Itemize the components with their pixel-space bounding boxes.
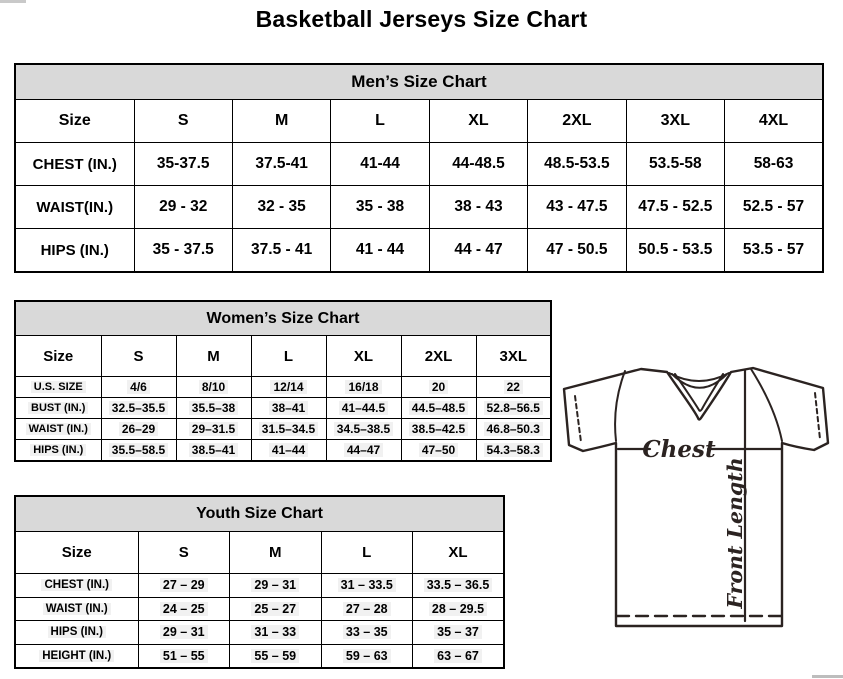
womens-column-header-text: 2XL bbox=[424, 347, 453, 365]
youth-size-cell bbox=[413, 621, 505, 645]
youth-size-cell bbox=[230, 621, 322, 645]
youth-size-cell-text: 25 – 27 bbox=[251, 602, 299, 616]
mens-row-label-text: WAIST(IN.) bbox=[36, 198, 114, 216]
youth-size-cell-text: 24 – 25 bbox=[160, 602, 208, 616]
womens-table-title bbox=[15, 301, 551, 336]
womens-size-cell-text: 38.5–42.5 bbox=[409, 422, 468, 436]
youth-column-header bbox=[15, 532, 138, 574]
womens-size-cell bbox=[401, 398, 476, 419]
womens-size-cell bbox=[476, 419, 551, 440]
mens-size-cell-text: 52.5 - 57 bbox=[742, 198, 805, 215]
youth-column-header bbox=[138, 532, 230, 574]
womens-size-cell-text: 44.5–48.5 bbox=[409, 401, 468, 415]
mens-size-cell-text: 41 - 44 bbox=[355, 241, 405, 258]
mens-size-cell-text: 58-63 bbox=[753, 155, 794, 172]
womens-row-label bbox=[15, 440, 101, 462]
mens-size-cell bbox=[429, 186, 527, 229]
mens-column-header-text: 4XL bbox=[758, 112, 789, 129]
mens-size-cell bbox=[331, 186, 429, 229]
womens-size-cell bbox=[476, 440, 551, 462]
womens-column-header bbox=[176, 336, 251, 377]
mens-table-title-row bbox=[15, 64, 823, 100]
youth-size-cell-text: 29 – 31 bbox=[251, 578, 299, 592]
womens-row-label-text: HIPS (IN.) bbox=[30, 444, 86, 456]
mens-size-cell bbox=[528, 186, 626, 229]
womens-size-cell-text: 8/10 bbox=[199, 380, 228, 394]
mens-row-label bbox=[15, 229, 134, 273]
womens-size-cell bbox=[101, 398, 176, 419]
youth-size-table bbox=[14, 495, 505, 669]
mens-size-cell-text: 32 - 35 bbox=[257, 198, 306, 215]
womens-column-header-row bbox=[15, 336, 551, 377]
womens-table-row bbox=[15, 440, 551, 462]
womens-table-title-row bbox=[15, 301, 551, 336]
youth-row-label bbox=[15, 574, 138, 598]
youth-size-cell bbox=[321, 644, 413, 668]
youth-size-cell bbox=[138, 597, 230, 621]
mens-size-cell bbox=[331, 229, 429, 273]
youth-size-cell-text: 27 – 29 bbox=[160, 578, 208, 592]
mens-size-cell-text: 50.5 - 53.5 bbox=[638, 241, 713, 258]
jersey-measurement-diagram bbox=[555, 355, 843, 647]
womens-column-header-text: L bbox=[283, 347, 294, 365]
womens-size-cell-text: 16/18 bbox=[345, 380, 381, 394]
womens-column-header-text: XL bbox=[353, 347, 374, 365]
youth-size-cell bbox=[413, 597, 505, 621]
womens-size-cell-text: 34.5–38.5 bbox=[334, 422, 393, 436]
mens-size-cell-text: 35 - 38 bbox=[355, 198, 405, 215]
mens-size-cell-text: 53.5 - 57 bbox=[742, 241, 805, 258]
mens-column-header bbox=[331, 100, 429, 143]
mens-size-cell bbox=[725, 229, 823, 273]
mens-size-cell-text: 35 - 37.5 bbox=[152, 241, 214, 258]
youth-size-cell bbox=[230, 574, 322, 598]
womens-size-cell bbox=[251, 377, 326, 398]
youth-size-cell bbox=[138, 621, 230, 645]
page-title: Basketball Jerseys Size Chart bbox=[255, 6, 588, 32]
mens-size-cell bbox=[134, 143, 232, 186]
mens-column-header bbox=[725, 100, 823, 143]
youth-size-cell bbox=[230, 597, 322, 621]
womens-size-cell bbox=[251, 440, 326, 462]
youth-size-cell bbox=[321, 597, 413, 621]
mens-size-cell-text: 38 - 43 bbox=[454, 198, 503, 215]
mens-size-cell bbox=[626, 186, 724, 229]
womens-size-cell-text: 41–44 bbox=[269, 443, 308, 457]
womens-size-cell-text: 35.5–58.5 bbox=[109, 443, 168, 457]
youth-row-label bbox=[15, 644, 138, 668]
youth-size-cell bbox=[321, 574, 413, 598]
womens-row-label bbox=[15, 377, 101, 398]
womens-size-cell-text: 35.5–38 bbox=[189, 401, 238, 415]
womens-size-cell bbox=[401, 419, 476, 440]
mens-size-cell bbox=[528, 229, 626, 273]
womens-size-cell bbox=[251, 419, 326, 440]
womens-column-header bbox=[476, 336, 551, 377]
mens-size-cell-text: 44 - 47 bbox=[454, 241, 503, 258]
womens-size-cell bbox=[401, 440, 476, 462]
youth-size-cell bbox=[138, 644, 230, 668]
womens-row-label-text: U.S. SIZE bbox=[31, 381, 86, 393]
womens-size-cell bbox=[326, 419, 401, 440]
womens-size-cell bbox=[401, 377, 476, 398]
womens-column-header bbox=[401, 336, 476, 377]
youth-size-cell-text: 63 – 67 bbox=[434, 649, 482, 663]
mens-column-header-text: S bbox=[177, 112, 189, 129]
youth-row-label-text: WAIST (IN.) bbox=[43, 603, 111, 615]
womens-size-cell-text: 22 bbox=[504, 380, 523, 394]
womens-size-cell-text: 20 bbox=[429, 380, 448, 394]
mens-table-row bbox=[15, 143, 823, 186]
mens-table-row bbox=[15, 229, 823, 273]
youth-column-header-text: S bbox=[178, 544, 189, 561]
womens-size-cell-text: 32.5–35.5 bbox=[109, 401, 168, 415]
youth-size-cell-text: 59 – 63 bbox=[343, 649, 391, 663]
mens-size-cell bbox=[232, 143, 330, 186]
youth-size-cell-text: 27 – 28 bbox=[343, 602, 391, 616]
youth-column-header-text: M bbox=[269, 544, 282, 561]
mens-size-cell bbox=[725, 186, 823, 229]
mens-size-cell bbox=[725, 143, 823, 186]
mens-column-header bbox=[429, 100, 527, 143]
womens-size-cell-text: 44–47 bbox=[344, 443, 383, 457]
mens-column-header bbox=[15, 100, 134, 143]
womens-size-cell-text: 54.3–58.3 bbox=[484, 443, 543, 457]
womens-table-title-text: Women’s Size Chart bbox=[206, 309, 360, 327]
womens-row-label-text: BUST (IN.) bbox=[28, 402, 88, 414]
womens-size-cell-text: 47–50 bbox=[419, 443, 458, 457]
womens-column-header-text: S bbox=[133, 347, 144, 365]
youth-column-header bbox=[230, 532, 322, 574]
youth-column-header bbox=[321, 532, 413, 574]
mens-size-cell bbox=[232, 186, 330, 229]
womens-column-header-text: 3XL bbox=[499, 347, 527, 365]
womens-size-cell-text: 12/14 bbox=[270, 380, 306, 394]
mens-size-cell bbox=[528, 143, 626, 186]
womens-size-cell-text: 26–29 bbox=[119, 422, 158, 436]
youth-size-cell-text: 55 – 59 bbox=[251, 649, 299, 663]
youth-column-header-text: Size bbox=[61, 544, 92, 561]
youth-size-cell-text: 29 – 31 bbox=[160, 625, 208, 639]
womens-size-cell bbox=[326, 440, 401, 462]
mens-column-header-row bbox=[15, 100, 823, 143]
womens-size-cell bbox=[176, 419, 251, 440]
womens-size-cell bbox=[176, 377, 251, 398]
womens-size-cell-text: 38.5–41 bbox=[189, 443, 238, 457]
youth-size-cell-text: 33.5 – 36.5 bbox=[424, 578, 493, 592]
mens-column-header bbox=[232, 100, 330, 143]
mens-column-header-text: 2XL bbox=[562, 112, 592, 129]
mens-size-cell-text: 41-44 bbox=[360, 155, 400, 172]
youth-size-cell bbox=[413, 574, 505, 598]
womens-row-label bbox=[15, 398, 101, 419]
mens-size-table bbox=[14, 63, 824, 273]
womens-size-cell bbox=[101, 440, 176, 462]
mens-size-cell-text: 47 - 50.5 bbox=[546, 241, 608, 258]
youth-column-header-text: XL bbox=[448, 544, 468, 561]
youth-table-row bbox=[15, 644, 504, 668]
youth-table-title-text: Youth Size Chart bbox=[196, 505, 323, 522]
mens-row-label bbox=[15, 186, 134, 229]
womens-column-header bbox=[15, 336, 101, 377]
womens-column-header bbox=[251, 336, 326, 377]
mens-column-header-text: 3XL bbox=[660, 112, 690, 129]
womens-size-cell-text: 29–31.5 bbox=[189, 422, 238, 436]
youth-size-cell-text: 31 – 33.5 bbox=[338, 578, 396, 592]
womens-column-header bbox=[326, 336, 401, 377]
mens-size-cell bbox=[626, 143, 724, 186]
womens-size-cell bbox=[251, 398, 326, 419]
youth-column-header bbox=[413, 532, 505, 574]
mens-column-header bbox=[134, 100, 232, 143]
womens-column-header-text: M bbox=[207, 347, 220, 365]
youth-size-cell bbox=[138, 574, 230, 598]
womens-table-row bbox=[15, 419, 551, 440]
youth-size-cell-text: 31 – 33 bbox=[251, 625, 299, 639]
womens-size-table bbox=[14, 300, 552, 462]
youth-row-label-text: HEIGHT (IN.) bbox=[39, 650, 114, 662]
mens-column-header bbox=[528, 100, 626, 143]
youth-column-header-text: L bbox=[362, 544, 372, 561]
youth-row-label bbox=[15, 597, 138, 621]
mens-row-label-text: CHEST (IN.) bbox=[32, 155, 117, 173]
youth-size-cell-text: 28 – 29.5 bbox=[429, 602, 487, 616]
youth-table-title-row bbox=[15, 496, 504, 532]
mens-size-cell-text: 47.5 - 52.5 bbox=[638, 198, 713, 215]
mens-table-title-text: Men’s Size Chart bbox=[351, 72, 487, 91]
mens-table-row bbox=[15, 186, 823, 229]
womens-row-label bbox=[15, 419, 101, 440]
womens-size-cell-text: 46.8–50.3 bbox=[484, 422, 543, 436]
youth-table-row bbox=[15, 574, 504, 598]
youth-table-title bbox=[15, 496, 504, 532]
mens-size-cell bbox=[232, 229, 330, 273]
youth-row-label-text: CHEST (IN.) bbox=[41, 579, 112, 591]
mens-column-header-text: Size bbox=[58, 112, 91, 129]
mens-size-cell bbox=[429, 229, 527, 273]
womens-size-cell bbox=[176, 398, 251, 419]
womens-size-cell-text: 52.8–56.5 bbox=[484, 401, 543, 415]
womens-row-label-text: WAIST (IN.) bbox=[26, 423, 91, 435]
youth-table-row bbox=[15, 621, 504, 645]
womens-size-cell bbox=[101, 377, 176, 398]
youth-size-cell-text: 51 – 55 bbox=[160, 649, 208, 663]
chest-label: Chest bbox=[642, 436, 716, 463]
mens-size-cell-text: 53.5-58 bbox=[649, 155, 702, 172]
youth-size-cell bbox=[230, 644, 322, 668]
mens-size-cell bbox=[134, 186, 232, 229]
womens-size-cell bbox=[326, 377, 401, 398]
mens-column-header bbox=[626, 100, 724, 143]
mens-size-cell-text: 29 - 32 bbox=[159, 198, 208, 215]
youth-size-cell-text: 33 – 35 bbox=[343, 625, 391, 639]
youth-size-cell bbox=[413, 644, 505, 668]
front-length-label: Front Length bbox=[723, 457, 747, 609]
womens-size-cell-text: 31.5–34.5 bbox=[259, 422, 318, 436]
mens-size-cell-text: 44-48.5 bbox=[452, 155, 505, 172]
womens-size-cell bbox=[176, 440, 251, 462]
scrollbar-fragment-left bbox=[0, 0, 26, 3]
womens-size-cell bbox=[476, 377, 551, 398]
womens-size-cell-text: 4/6 bbox=[127, 380, 150, 394]
mens-size-cell bbox=[331, 143, 429, 186]
mens-size-cell bbox=[134, 229, 232, 273]
mens-table-title bbox=[15, 64, 823, 100]
mens-row-label bbox=[15, 143, 134, 186]
womens-table-row bbox=[15, 398, 551, 419]
womens-column-header-text: Size bbox=[43, 347, 74, 365]
youth-column-header-row bbox=[15, 532, 504, 574]
youth-table-row bbox=[15, 597, 504, 621]
womens-size-cell bbox=[101, 419, 176, 440]
mens-size-cell bbox=[429, 143, 527, 186]
womens-size-cell bbox=[326, 398, 401, 419]
mens-size-cell-text: 35-37.5 bbox=[156, 155, 210, 172]
mens-size-cell-text: 37.5 - 41 bbox=[251, 241, 313, 258]
youth-size-cell-text: 35 – 37 bbox=[434, 625, 482, 639]
womens-size-cell-text: 38–41 bbox=[269, 401, 308, 415]
mens-size-cell-text: 37.5-41 bbox=[255, 155, 308, 172]
womens-size-cell bbox=[476, 398, 551, 419]
mens-column-header-text: L bbox=[375, 112, 385, 129]
youth-size-cell bbox=[321, 621, 413, 645]
mens-size-cell-text: 43 - 47.5 bbox=[546, 198, 608, 215]
mens-column-header-text: M bbox=[274, 112, 289, 129]
youth-row-label bbox=[15, 621, 138, 645]
mens-size-cell bbox=[626, 229, 724, 273]
youth-row-label-text: HIPS (IN.) bbox=[48, 626, 106, 638]
mens-column-header-text: XL bbox=[468, 112, 489, 129]
womens-table-row bbox=[15, 377, 551, 398]
mens-row-label-text: HIPS (IN.) bbox=[40, 241, 109, 259]
scrollbar-fragment-right bbox=[812, 675, 843, 678]
womens-size-cell-text: 41–44.5 bbox=[339, 401, 388, 415]
mens-size-cell-text: 48.5-53.5 bbox=[544, 155, 610, 172]
womens-column-header bbox=[101, 336, 176, 377]
